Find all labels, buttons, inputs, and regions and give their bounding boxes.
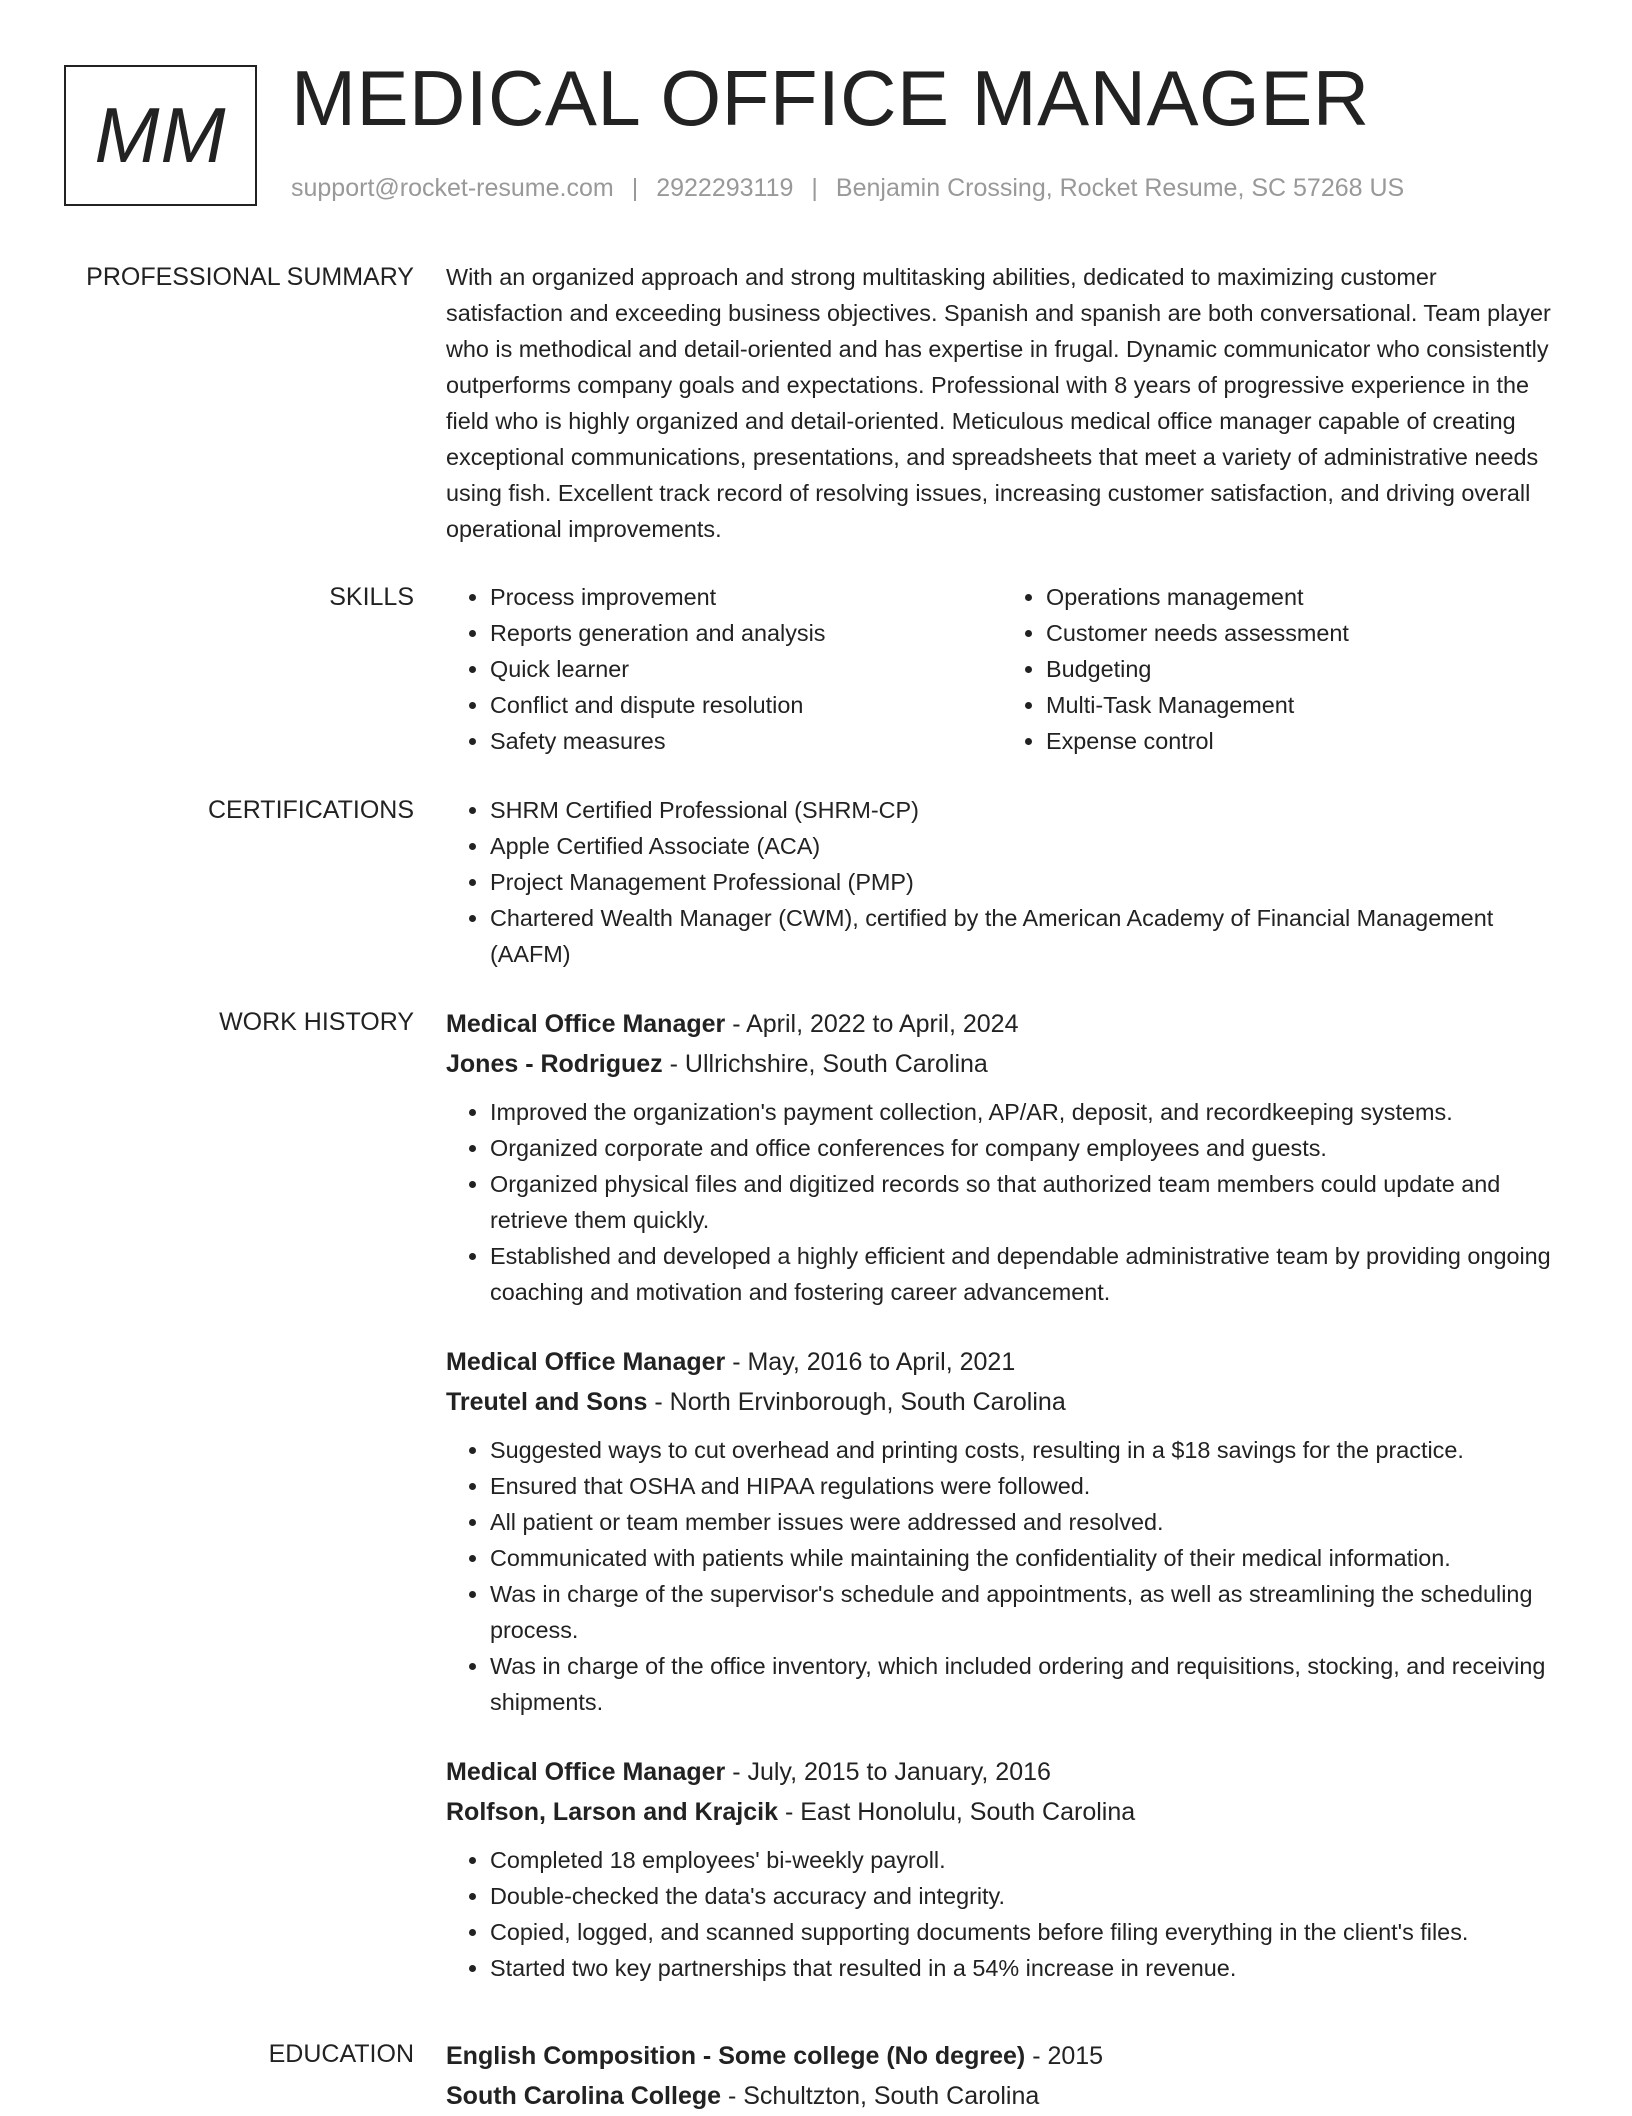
job-title-line (446, 1752, 1558, 1792)
job-location: - Ullrichshire, South Carolina (669, 1050, 988, 1078)
education-degree-line (446, 2036, 1558, 2076)
contact-phone[interactable]: 2922293119 (656, 174, 794, 202)
job-bullet: • Communicated with patients while maintaining the confidentiality of their medical information. (490, 1540, 1558, 1576)
work-history-label: WORK HISTORY (219, 1008, 414, 1036)
job-company: Treutel and Sons (446, 1388, 648, 1416)
job-company-line (446, 1792, 1558, 1832)
summary-label: PROFESSIONAL SUMMARY (86, 263, 414, 291)
job-title: Medical Office Manager (446, 1010, 726, 1038)
job-bullet: • Ensured that OSHA and HIPAA regulations were followed. (490, 1468, 1558, 1504)
skill-item: • Quick learner (490, 651, 1002, 687)
contact-separator: | (631, 174, 639, 202)
certification-item: • SHRM Certified Professional (SHRM-CP) (490, 792, 1558, 828)
education-label: EDUCATION (268, 2040, 414, 2068)
skills-label: SKILLS (329, 583, 414, 611)
job-bullet: • All patient or team member issues were addressed and resolved. (490, 1504, 1558, 1540)
contact-line (291, 174, 1404, 203)
education-location: - Schultzton, South Carolina (727, 2082, 1040, 2110)
skill-item: • Operations management (1046, 579, 1558, 615)
certification-item: • Chartered Wealth Manager (CWM), certified by the American Academy of Financial Management (AAFM) (490, 900, 1558, 972)
education-body (446, 2036, 1558, 2116)
job-dates: - April, 2022 to April, 2024 (732, 1010, 1019, 1038)
skills-list-left (446, 579, 1002, 759)
job-bullets (446, 1842, 1558, 1986)
job-title-line (446, 1004, 1558, 1044)
skill-item: • Reports generation and analysis (490, 615, 1002, 651)
job-dates: - May, 2016 to April, 2021 (732, 1348, 1016, 1376)
summary-text: With an organized approach and strong multitasking abilities, dedicated to maximizing customer satisfaction and exceeding business objectives. Spanish and spanish are both conversational. Team player who is methodical and detail-oriented and has expertise in frugal. Dynamic communicator who consistently outperforms company goals and expectations. Professional with 8 years of progressive experience in the field who is highly organized and detail-oriented. Meticulous medical office manager capable of creating exceptional communications, presentations, and spreadsheets that meet a variety of administrative needs using fish. Excellent track record of resolving issues, increasing customer satisfaction, and driving overall operational improvements. (446, 264, 1551, 542)
job-bullet: • Copied, logged, and scanned supporting documents before filing everything in the client's files. (490, 1914, 1558, 1950)
certification-item: • Project Management Professional (PMP) (490, 864, 1558, 900)
job-dates: - July, 2015 to January, 2016 (732, 1758, 1051, 1786)
skill-item: • Customer needs assessment (1046, 615, 1558, 651)
job-bullet: • Was in charge of the supervisor's schedule and appointments, as well as streamlining the scheduling process. (490, 1576, 1558, 1648)
skill-item: • Expense control (1046, 723, 1558, 759)
skills-grid (446, 579, 1558, 759)
job-entry (446, 1004, 1558, 1310)
job-title: Medical Office Manager (446, 1758, 726, 1786)
skill-item: • Safety measures (490, 723, 1002, 759)
job-title-line (446, 1342, 1558, 1382)
job-location: - North Ervinborough, South Carolina (654, 1388, 1066, 1416)
job-bullet: • Improved the organization's payment collection, AP/AR, deposit, and recordkeeping systems. (490, 1094, 1558, 1130)
job-bullet: • Completed 18 employees' bi-weekly payroll. (490, 1842, 1558, 1878)
job-entry (446, 1342, 1558, 1720)
job-bullet: • Started two key partnerships that resulted in a 54% increase in revenue. (490, 1950, 1558, 1986)
job-title: Medical Office Manager (446, 1348, 726, 1376)
skill-item: • Budgeting (1046, 651, 1558, 687)
certifications-body (446, 792, 1558, 972)
education-school-line (446, 2076, 1558, 2116)
education-school: South Carolina College (446, 2082, 722, 2110)
job-bullets (446, 1432, 1558, 1720)
job-bullet: • Organized physical files and digitized records so that authorized team members could update and retrieve them quickly. (490, 1166, 1558, 1238)
skills-list-right (1002, 579, 1558, 759)
job-company: Rolfson, Larson and Krajcik (446, 1798, 779, 1826)
contact-address: Benjamin Crossing, Rocket Resume, SC 57268 US (835, 174, 1405, 202)
contact-separator: | (811, 174, 818, 202)
job-company-line (446, 1044, 1558, 1084)
job-bullets (446, 1094, 1558, 1310)
contact-email[interactable]: support@rocket-resume.com (291, 174, 614, 202)
page-title: MEDICAL OFFICE MANAGER (291, 54, 1370, 142)
monogram-badge: MM (64, 65, 257, 206)
job-company: Jones - Rodriguez (446, 1050, 663, 1078)
job-company-line (446, 1382, 1558, 1422)
certification-item: • Apple Certified Associate (ACA) (490, 828, 1558, 864)
certifications-label: CERTIFICATIONS (207, 796, 414, 824)
certifications-list (446, 792, 1558, 972)
job-location: - East Honolulu, South Carolina (784, 1798, 1136, 1826)
skill-item: • Process improvement (490, 579, 1002, 615)
job-bullet: • Double-checked the data's accuracy and integrity. (490, 1878, 1558, 1914)
job-bullet: • Was in charge of the office inventory, which included ordering and requisitions, stocking, and receiving shipments. (490, 1648, 1558, 1720)
work-history-body (446, 1004, 1558, 1986)
skill-item: • Conflict and dispute resolution (490, 687, 1002, 723)
job-bullet: • Suggested ways to cut overhead and printing costs, resulting in a $18 savings for the practice. (490, 1432, 1558, 1468)
skills-body (446, 579, 1558, 759)
education-degree: English Composition - Some college (No degree) (446, 2042, 1026, 2070)
job-bullet: • Established and developed a highly efficient and dependable administrative team by providing ongoing coaching and motivation and fostering career advancement. (490, 1238, 1558, 1310)
job-entry (446, 1752, 1558, 1986)
job-bullet: • Organized corporate and office conferences for company employees and guests. (490, 1130, 1558, 1166)
skill-item: • Multi-Task Management (1046, 687, 1558, 723)
education-year: - 2015 (1032, 2042, 1104, 2070)
